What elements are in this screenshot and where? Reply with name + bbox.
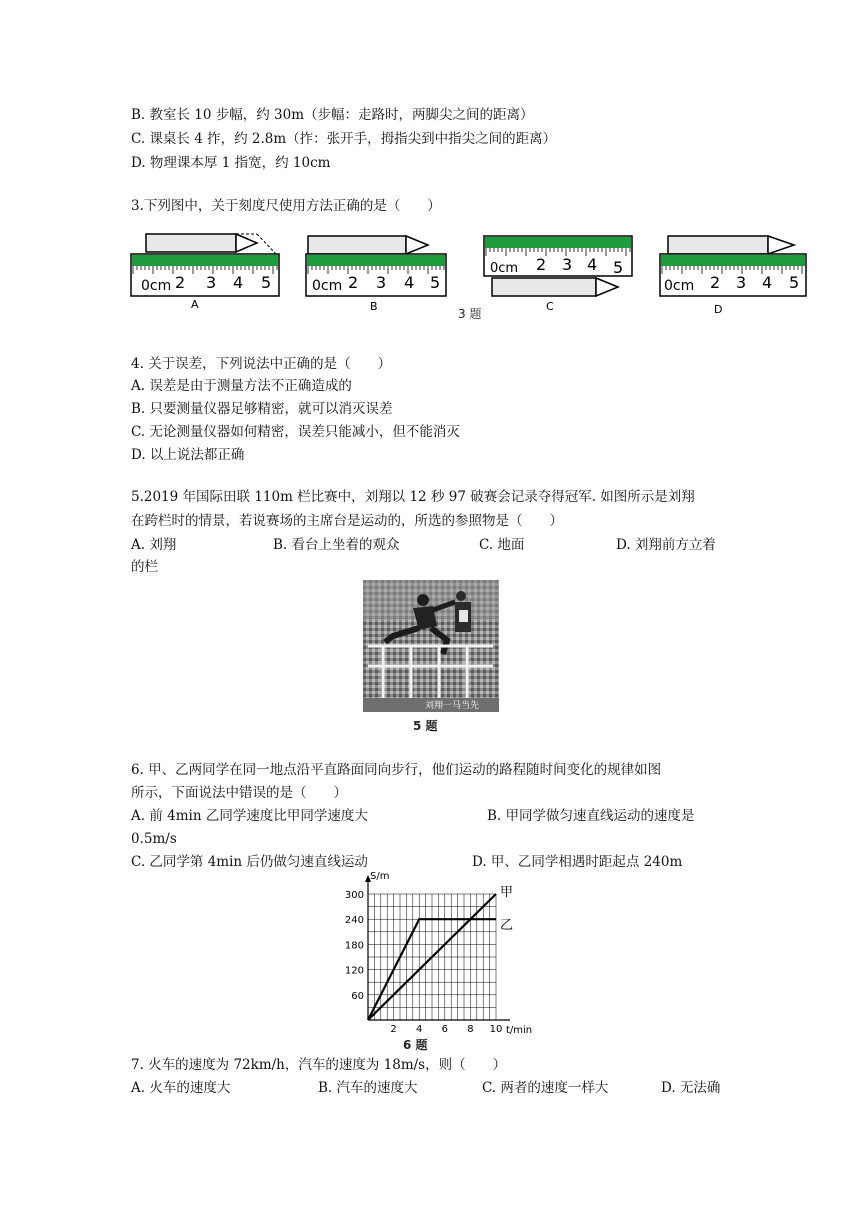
figure-c [484,236,632,313]
ruler-c-tick-2: 2 [536,255,547,274]
ruler-b-tick-4: 4 [404,273,415,292]
ruler-a-tick-4: 4 [233,273,244,292]
q4-option-b: B. 只要测量仪器足够精密，就可以消灭误差 [131,401,393,417]
ruler-c-tick-0: 0cm [490,261,519,276]
y-tick-label: 120 [344,965,364,977]
series-label-yi: 乙 [500,918,514,934]
q2-option-d: D. 物理课本厚 1 指宽，约 10cm [131,155,331,171]
q4-stem: 4. 关于误差，下列说法中正确的是（ ） [131,356,392,372]
y-tick-label: 240 [344,915,364,927]
y-axis-label: S/m [370,871,390,882]
q2-option-c: C. 课桌长 4 拃，约 2.8m（拃：张开手，拇指尖到中指尖之间的距离） [131,131,557,147]
q5-caption: 5 题 [413,719,438,733]
q4-option-c: C. 无论测量仪器如何精密，误差只能减小，但不能消灭 [131,424,460,440]
hurdler-photo [363,580,499,712]
q6-caption: 6 题 [403,1038,428,1052]
figure-d-label: D [714,303,723,316]
q7-option-c: C. 两者的速度一样大 [482,1080,609,1096]
figure-a-label: A [191,298,199,311]
ruler-a-tick-0: 0cm [141,278,172,294]
q5-option-d-cont: 的栏 [131,559,158,575]
ruler-c-tick-5: 5 [613,258,624,277]
ruler-d-tick-3: 3 [736,273,747,292]
q3-caption: 3 题 [458,307,482,321]
ruler-d-tick-4: 4 [762,273,773,292]
q6-option-c: C. 乙同学第 4min 后仍做匀速直线运动 [131,854,368,870]
ruler-c-tick-3: 3 [562,255,573,274]
q5-option-c: C. 地面 [479,537,525,553]
ruler-b-tick-0: 0cm [312,278,343,294]
q4-option-a: A. 误差是由于测量方法不正确造成的 [131,378,352,394]
q5-stem-line2: 在跨栏时的情景，若说赛场的主席台是运动的，所选的参照物是（ ） [131,513,563,529]
q7-option-d: D. 无法确 [661,1080,721,1096]
x-tick-label: 8 [467,1024,474,1035]
figure-b [306,236,446,313]
x-tick-label: 10 [489,1024,503,1035]
q4-option-d: D. 以上说法都正确 [131,447,245,463]
y-tick-label: 60 [351,990,364,1002]
ruler-b-tick-3: 3 [376,273,387,292]
q6-option-b-cont: 0.5m/s [131,831,177,847]
series-label-jia: 甲 [500,885,514,900]
x-tick-label: 6 [441,1024,448,1035]
q6-option-a: A. 前 4min 乙同学速度比甲同学速度大 [131,808,368,824]
q5-stem-line1: 5.2019 年国际田联 110m 栏比赛中，刘翔以 12 秒 97 破赛会记录夺得冠军. 如图所示是刘翔 [131,489,695,505]
figure-d [660,236,806,316]
q5-option-a: A. 刘翔 [131,537,177,553]
ruler-b-tick-5: 5 [430,273,441,292]
q5-option-b: B. 看台上坐着的观众 [273,537,400,553]
ruler-a-tick-2: 2 [175,273,186,292]
photo-caption-text: 刘翔一马当先 [425,701,480,711]
q6-stem-line1: 6. 甲、乙两同学在同一地点沿平直路面同向步行，他们运动的路程随时间变化的规律如图 [131,762,662,778]
distance-time-chart [335,870,533,1040]
y-tick-label: 180 [344,940,364,952]
ruler-a-tick-3: 3 [206,273,217,292]
x-tick-label: 4 [416,1024,423,1035]
x-axis-label: t/min [506,1025,533,1036]
ruler-c-tick-4: 4 [587,255,598,274]
figure-a [131,234,279,311]
ruler-d-tick-0: 0cm [664,278,695,294]
ruler-d-tick-5: 5 [789,273,800,292]
q7-stem: 7. 火车的速度为 72km/h，汽车的速度为 18m/s，则（ ） [131,1057,507,1073]
figure-b-label: B [370,300,378,313]
ruler-d-tick-2: 2 [710,273,721,292]
q7-option-a: A. 火车的速度大 [131,1080,231,1096]
q7-option-b: B. 汽车的速度大 [318,1080,418,1096]
q6-stem-line2: 所示，下面说法中错误的是（ ） [131,785,347,801]
ruler-b-tick-2: 2 [348,273,359,292]
y-tick-label: 300 [344,890,364,901]
q2-option-b: B. 教室长 10 步幅，约 30m（步幅：走路时，两脚尖之间的距离） [131,107,534,123]
x-tick-label: 2 [390,1024,397,1035]
figure-c-label: C [546,300,554,313]
ruler-a-tick-5: 5 [261,273,272,292]
q6-option-d: D. 甲、乙同学相遇时距起点 240m [472,854,683,870]
q6-option-b: B. 甲同学做匀速直线运动的速度是 [487,808,695,824]
q5-option-d: D. 刘翔前方立着 [616,537,716,553]
q3-stem: 3.下列图中，关于刻度尺使用方法正确的是（ ） [131,198,441,214]
